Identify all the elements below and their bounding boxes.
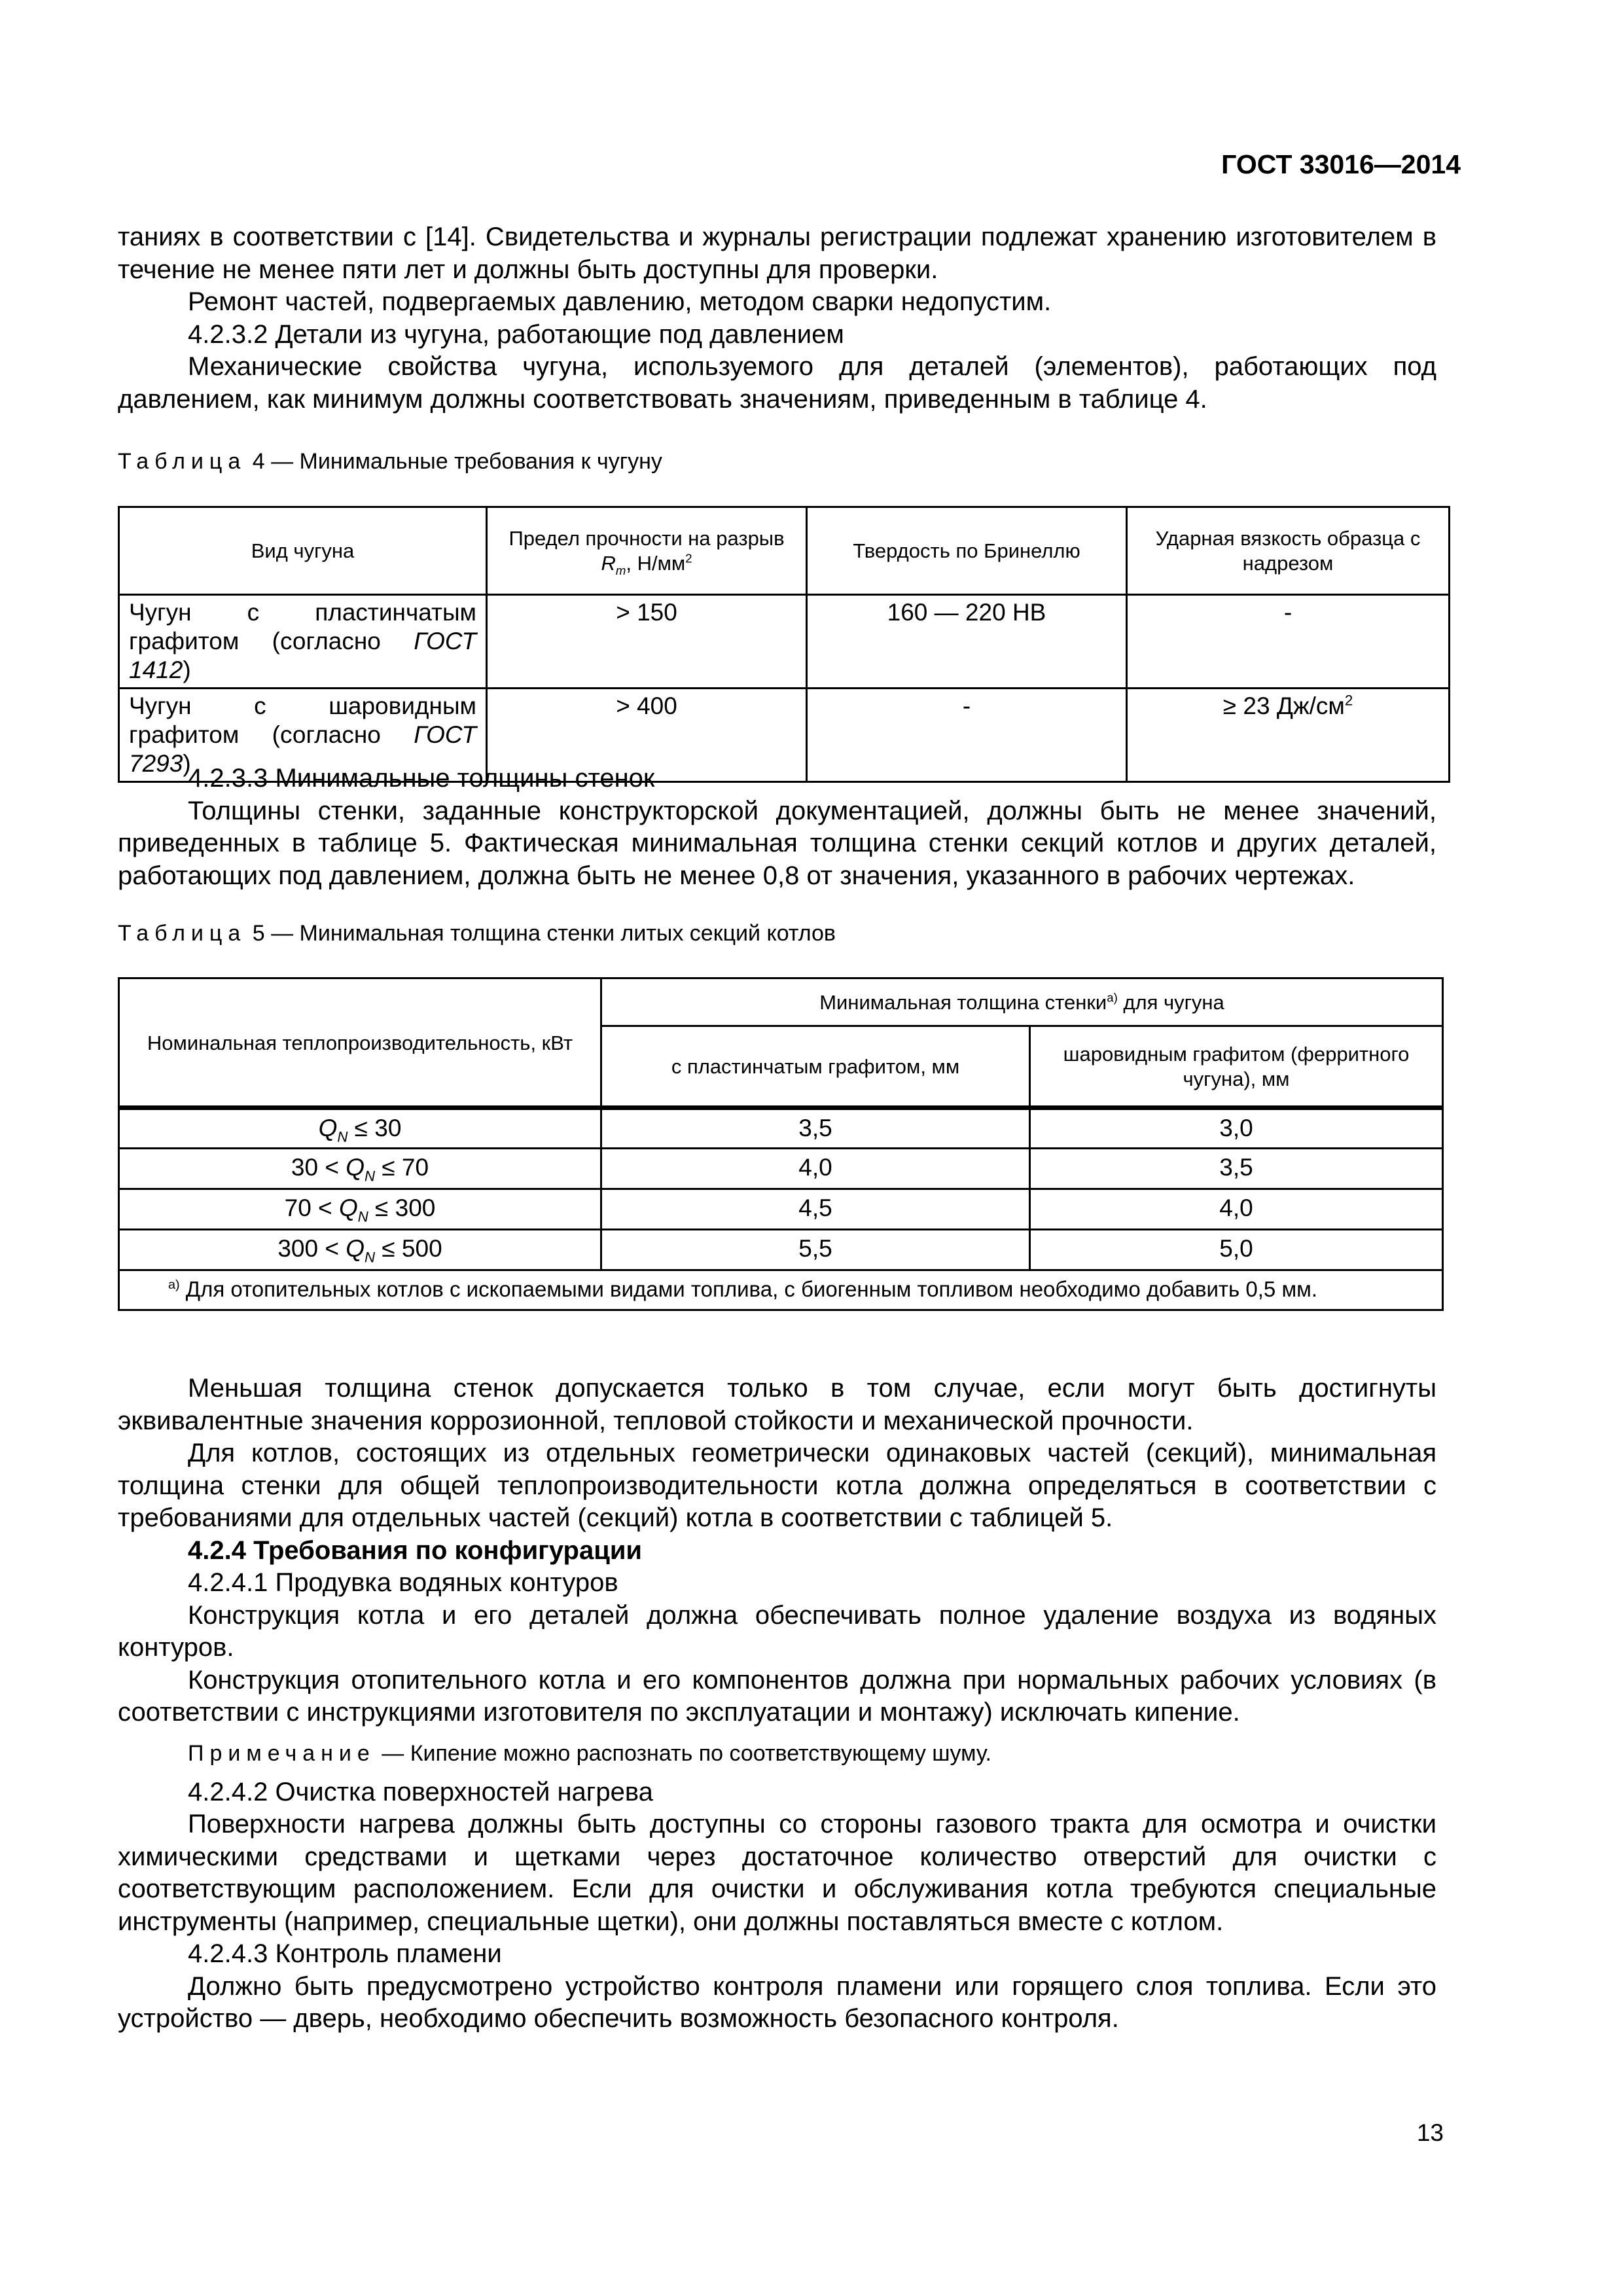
column-header: Предел прочности на разрыв $R_m$, $Н/мм^2$: [487, 507, 807, 595]
table-5: [118, 977, 1444, 1311]
table-footnote-row: [119, 1270, 1443, 1310]
table-row: [119, 595, 1450, 689]
table-cell: $300 < Q_N \le 500$: [119, 1230, 601, 1270]
column-header: с пластинчатым графитом, мм: [601, 1026, 1030, 1108]
table-cell: Чугун с шаровидным графитом (согласно ГОСТ 7293): [119, 689, 487, 782]
table-row: [119, 1189, 1443, 1230]
text-block-1: [118, 221, 1436, 416]
paragraph: Толщины стенки, заданные конструкторской документацией, должны быть не менее значений, приведенных в таблице 5. Фактическая минимальная толщина стенки секций котлов и других деталей, работающих под давлением, должна быть не менее 0,8 от значения, указанного в рабочих чертежах.: [118, 796, 1436, 890]
table-footnote: $^{а)}$ Для отопительных котлов с ископаемыми видами топлива, с биогенным топливом необходимо добавить 0,5 мм.: [119, 1270, 1443, 1310]
table5-caption: [118, 921, 836, 946]
table-cell: ≥ 23 $Дж/см^2$: [1127, 689, 1450, 782]
table-cell: -: [807, 689, 1127, 782]
text-block-3: [118, 1372, 1436, 2036]
caption-label: Таблица: [118, 921, 247, 946]
paragraph: Меньшая толщина стенок допускается только в том случае, если могут быть достигнуты эквивалентные значения коррозионной, тепловой стойкости и механической прочности.: [118, 1374, 1436, 1435]
column-header: Твердость по Бринеллю: [807, 507, 1127, 595]
paragraph: Должно быть предусмотрено устройство контроля пламени или горящего слоя топлива. Если это устройство — дверь, необходимо обеспечить возможность безопасного контроля.: [118, 1971, 1436, 2033]
paragraph: Конструкция котла и его деталей должна обеспечивать полное удаление воздуха из водяных контуров.: [118, 1600, 1436, 1662]
table-cell: > 150: [487, 595, 807, 689]
table-4: [118, 506, 1450, 783]
text-block-2: [118, 762, 1436, 892]
caption-label: Таблица: [118, 449, 247, 474]
caption-text: 5 — Минимальная толщина стенки литых секций котлов: [246, 921, 836, 946]
section-heading: 4.2.3.2 Детали из чугуна, работающие под давлением: [188, 319, 844, 349]
table-cell: $70 < Q_N \le 300$: [119, 1189, 601, 1230]
column-header: Ударная вязкость образца с надрезом: [1127, 507, 1450, 595]
column-header: Номинальная теплопроизводительность, кВт: [119, 978, 601, 1108]
column-header: шаровидным графитом (ферритного чугуна), мм: [1030, 1026, 1443, 1108]
table-cell: 5,5: [601, 1230, 1030, 1270]
paragraph: Поверхности нагрева должны быть доступны со стороны газового тракта для осмотра и очистки химическими средствами и щетками через достаточное количество отверстий для очистки с соответствующим расположением. Если для очистки и обслуживания котла требуются специальные инструменты (например, специальные щетки), они должны поставляться вместе с котлом.: [118, 1810, 1436, 1936]
paragraph: Для котлов, состоящих из отдельных геометрически одинаковых частей (секций), минимальная толщина стенки для общей теплопроизводительности котла должна определяться в соответствии с требованиями для отдельных частей (секций) котла в соответствии с таблицей 5.: [118, 1439, 1436, 1532]
table-cell: 3,0: [1030, 1108, 1443, 1149]
document-header: ГОСТ 33016—2014: [1221, 149, 1461, 179]
paragraph: Конструкция отопительного котла и его компонентов должна при нормальных рабочих условиях (в соответствии с инструкциями изготовителя по эксплуатации и монтажу) исключать кипение.: [118, 1665, 1436, 1727]
table-cell: 5,0: [1030, 1230, 1443, 1270]
section-heading: 4.2.4.2 Очистка поверхностей нагрева: [188, 1777, 653, 1806]
page-number: 13: [1416, 2119, 1444, 2146]
paragraph: Механические свойства чугуна, используемого для деталей (элементов), работающих под давлением, как минимум должны соответствовать значениям, приведенным в таблице 4.: [118, 352, 1436, 414]
column-group-header: Минимальная толщина стенки$^{а)}$ для чугуна: [601, 978, 1443, 1026]
paragraph: таниях в соответствии с [14]. Свидетельства и журналы регистрации подлежат хранению изготовителем в течение не менее пяти лет и должны быть доступны для проверки.: [118, 223, 1436, 284]
table-cell: 3,5: [1030, 1149, 1443, 1189]
caption-text: 4 — Минимальные требования к чугуну: [246, 449, 662, 474]
section-heading: 4.2.4 Требования по конфигурации: [188, 1535, 643, 1565]
table-row: [119, 1149, 1443, 1189]
table-cell: 4,0: [1030, 1189, 1443, 1230]
table-cell: 4,5: [601, 1189, 1030, 1230]
table-cell: -: [1127, 595, 1450, 689]
table-row: [119, 1108, 1443, 1149]
table-cell: $Q_N \le 30$: [119, 1108, 601, 1149]
paragraph: Ремонт частей, подвергаемых давлению, методом сварки недопустим.: [188, 287, 1052, 316]
table-header-row: [119, 507, 1450, 595]
table-cell: Чугун с пластинчатым графитом (согласно ГОСТ 1412): [119, 595, 487, 689]
table-cell: 160 — 220 HB: [807, 595, 1127, 689]
table-header-row: [119, 978, 1443, 1026]
section-heading: 4.2.3.3 Минимальные толщины стенок: [188, 764, 655, 793]
table-cell: 3,5: [601, 1108, 1030, 1149]
note: Примечание — Кипение можно распознать по соответствующему шуму.: [188, 1740, 991, 1766]
section-heading: 4.2.4.1 Продувка водяных контуров: [188, 1568, 618, 1597]
section-heading: 4.2.4.3 Контроль пламени: [188, 1939, 502, 1968]
table-cell: $30 < Q_N \le 70$: [119, 1149, 601, 1189]
table-cell: > 400: [487, 689, 807, 782]
table-cell: 4,0: [601, 1149, 1030, 1189]
column-header: Вид чугуна: [119, 507, 487, 595]
table-row: [119, 1230, 1443, 1270]
table4-caption: [118, 449, 662, 475]
